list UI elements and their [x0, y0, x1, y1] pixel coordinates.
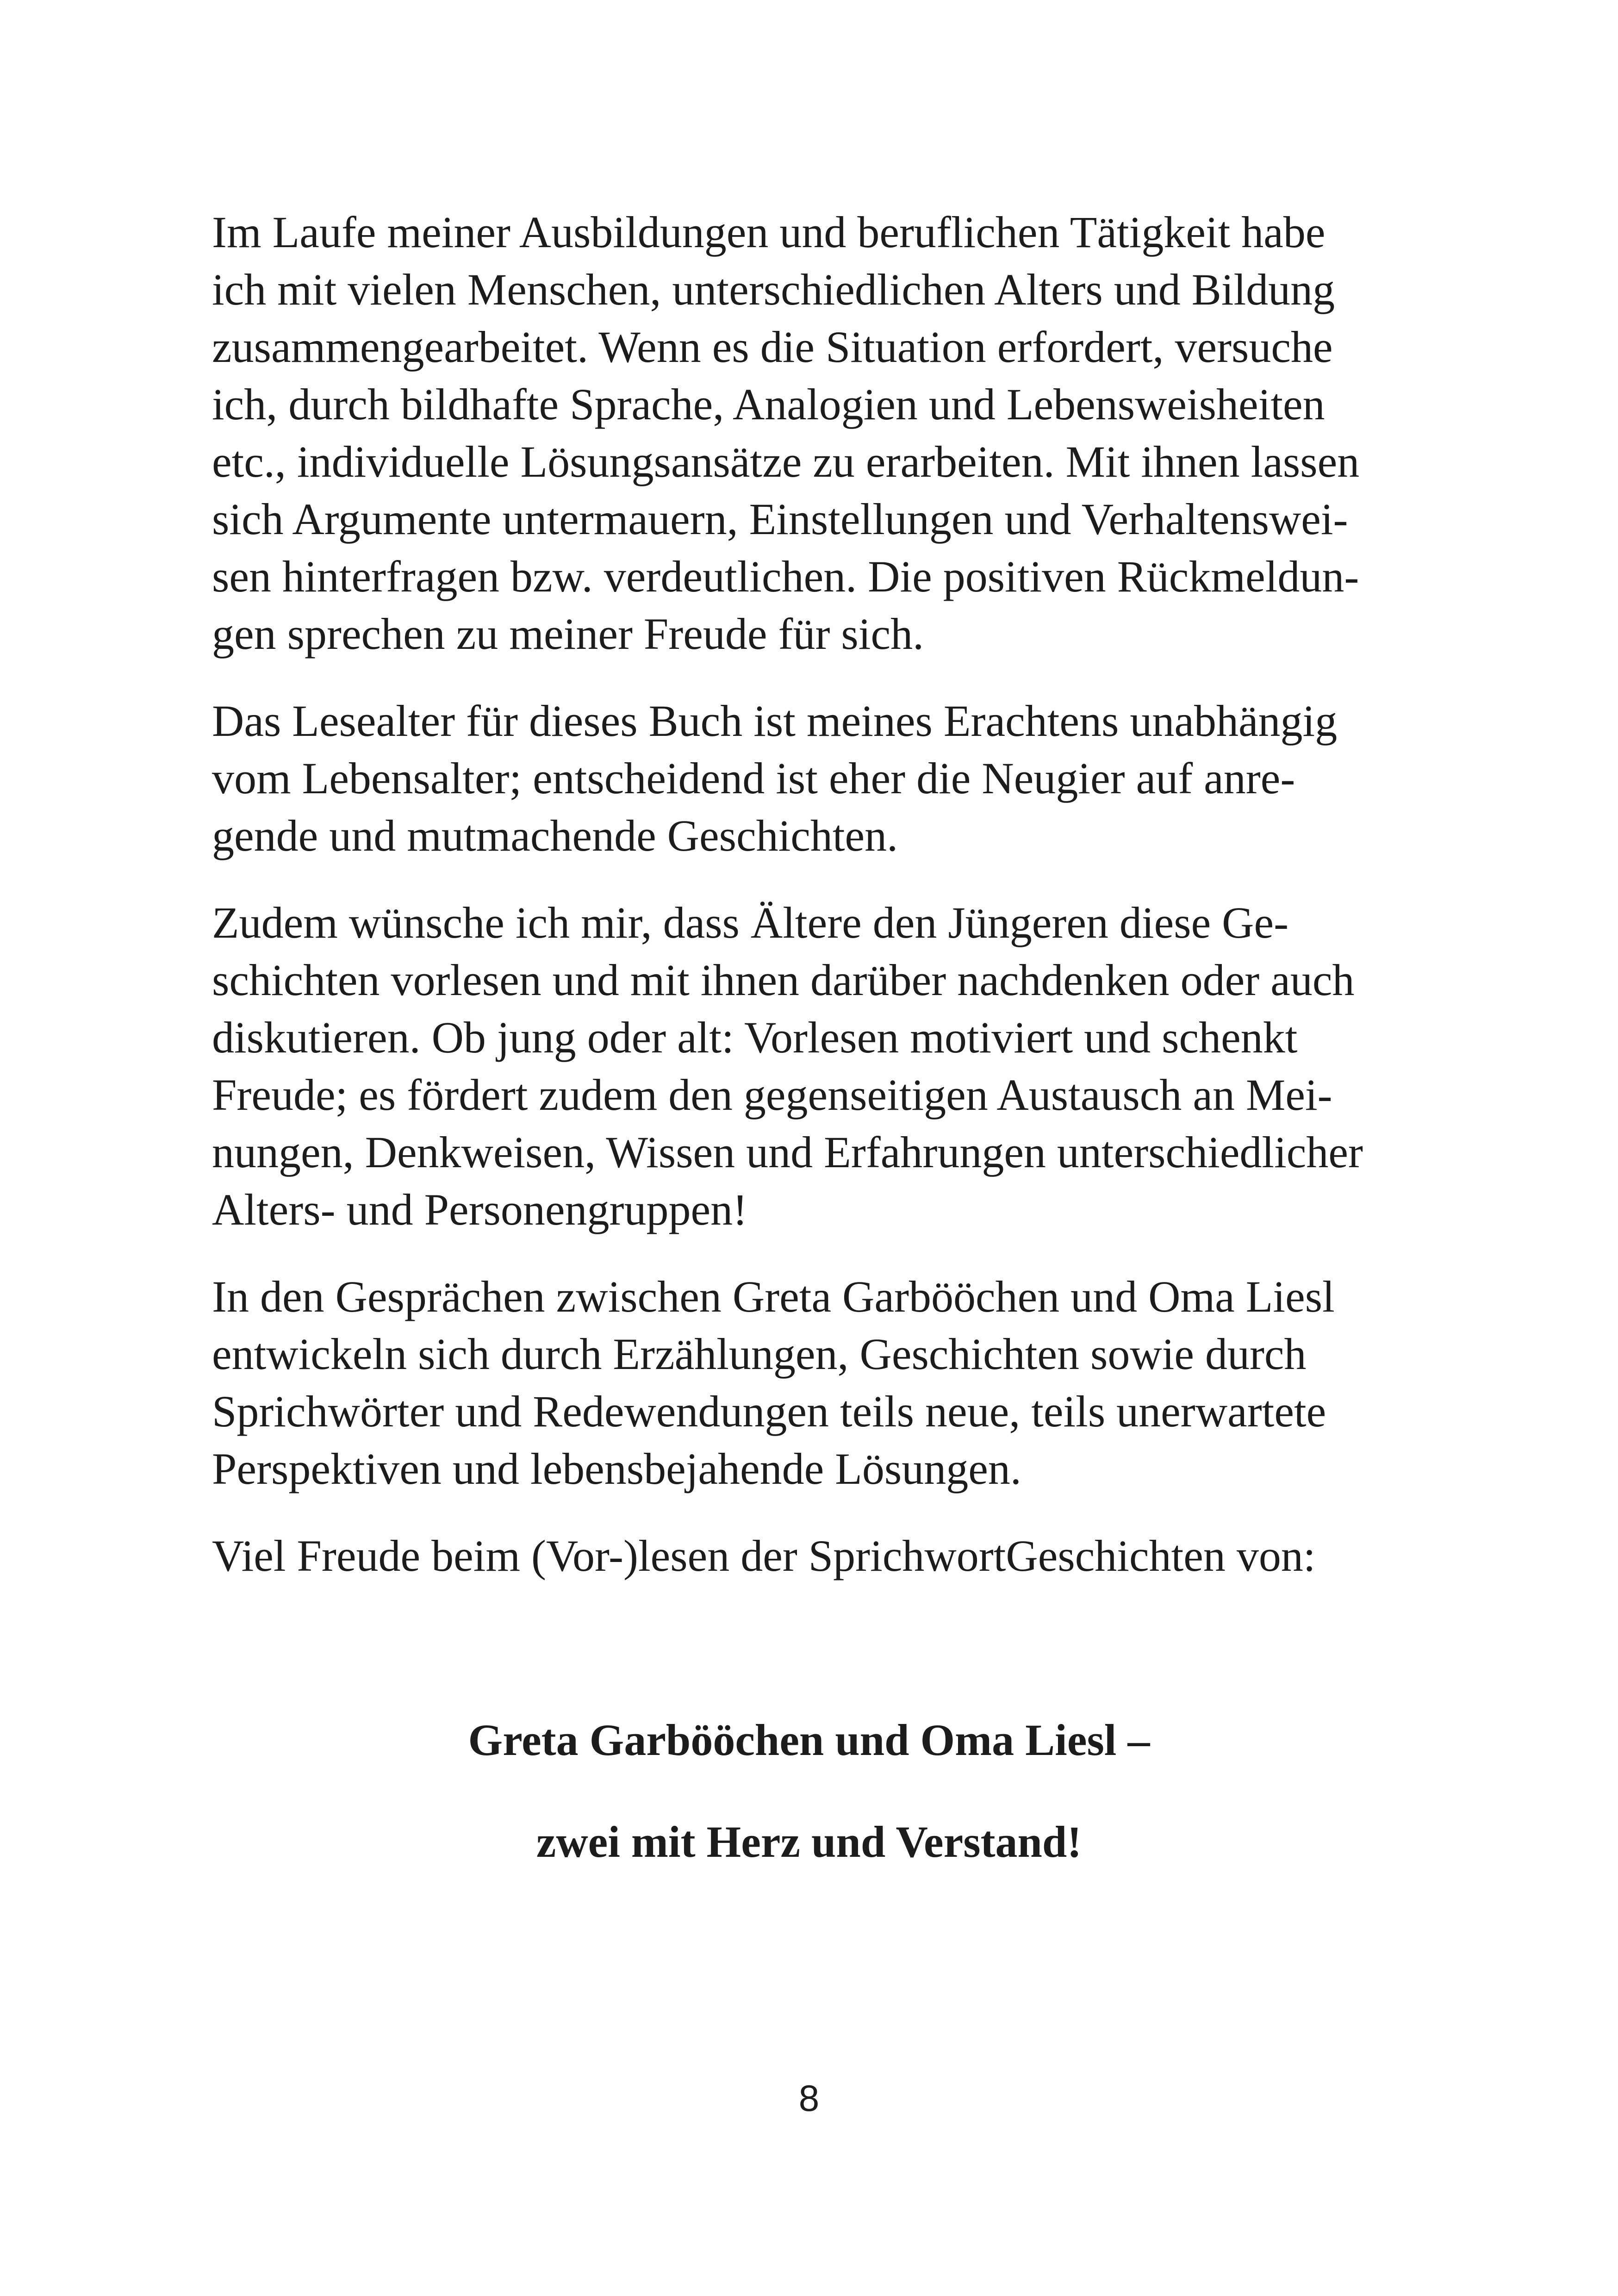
text-line: Zudem wünsche ich mir, dass Ältere den Jüngeren diese Ge-	[212, 898, 1289, 947]
text-line: entwickeln sich durch Erzählungen, Geschichten sowie durch	[212, 1329, 1307, 1379]
text-line: sen hinterfragen bzw. verdeutlichen. Die positiven Rückmeldun-	[212, 552, 1359, 601]
text-line: Das Lesealter für dieses Buch ist meines Erachtens unabhängig	[212, 696, 1338, 746]
text-line: Freude; es fördert zudem den gegenseitigen Austausch an Mei-	[212, 1070, 1332, 1120]
text-line: Viel Freude beim (Vor-)lesen der SprichwortGeschichten von:	[212, 1531, 1316, 1580]
text-line: diskutieren. Ob jung oder alt: Vorlesen motiviert und schenkt	[212, 1013, 1298, 1062]
text-line: sich Argumente untermauern, Einstellungen und Verhaltenswei-	[212, 494, 1348, 544]
text-line: Im Laufe meiner Ausbildungen und beruflichen Tätigkeit habe	[212, 207, 1326, 257]
page-number: 8	[798, 2078, 820, 2119]
text-line: nungen, Denkweisen, Wissen und Erfahrungen unterschiedlicher	[212, 1127, 1363, 1177]
text-line: etc., individuelle Lösungsansätze zu erarbeiten. Mit ihnen lassen	[212, 437, 1360, 486]
paragraph-4	[212, 1268, 1415, 1498]
body-text	[212, 204, 1415, 1614]
text-line: Alters- und Personengruppen!	[212, 1185, 748, 1234]
text-line: ich, durch bildhafte Sprache, Analogien und Lebensweisheiten	[212, 380, 1325, 429]
text-line: gende und mutmachende Geschichten.	[212, 811, 898, 860]
paragraph-3	[212, 894, 1415, 1238]
text-line: zusammengearbeitet. Wenn es die Situation erfordert, versuche	[212, 322, 1333, 372]
text-line: vom Lebensalter; entscheidend ist eher die Neugier auf anre-	[212, 753, 1295, 803]
text-line: In den Gesprächen zwischen Greta Garbööchen und Oma Liesl	[212, 1272, 1335, 1321]
text-line: schichten vorlesen und mit ihnen darüber nachdenken oder auch	[212, 955, 1355, 1005]
text-line: gen sprechen zu meiner Freude für sich.	[212, 609, 924, 659]
closing-heading-line-2: zwei mit Herz und Verstand!	[536, 1817, 1082, 1867]
text-line: ich mit vielen Menschen, unterschiedlichen Alters und Bildung	[212, 265, 1335, 314]
text-line: Sprichwörter und Redewendungen teils neue, teils unerwartete	[212, 1387, 1326, 1436]
text-line: Perspektiven und lebensbejahende Lösungen.	[212, 1444, 1021, 1493]
paragraph-5	[212, 1527, 1415, 1585]
closing-heading-line-1: Greta Garbööchen und Oma Liesl –	[468, 1715, 1150, 1765]
paragraph-1	[212, 204, 1415, 663]
paragraph-2	[212, 692, 1415, 865]
